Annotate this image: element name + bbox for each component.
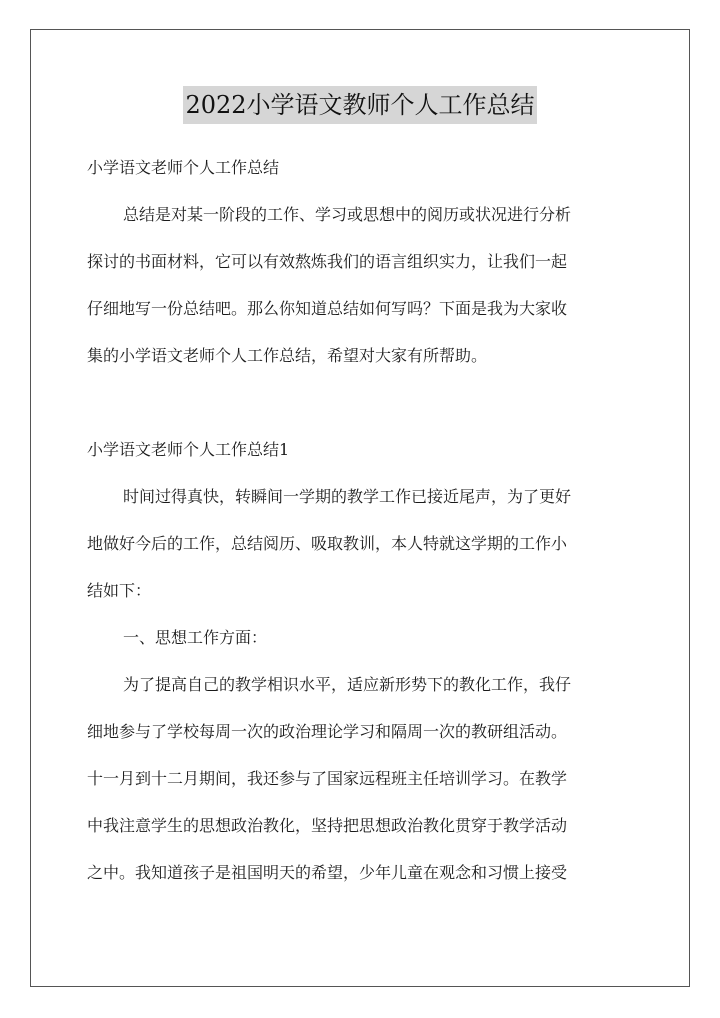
body-line-3: 十一月到十二月期间，我还参与了国家远程班主任培训学习。在教学 (87, 769, 568, 788)
section-1-heading: 小学语文老师个人工作总结1 (87, 440, 290, 459)
body-line-4: 中我注意学生的思想政治教化，坚持把思想政治教化贯穿于教学活动 (87, 816, 568, 835)
section-1-line-2: 地做好今后的工作，总结阅历、吸取教训，本人特就这学期的工作小 (87, 534, 568, 553)
subheading-thought-work: 一、思想工作方面： (123, 628, 268, 647)
section-1-line-1: 时间过得真快，转瞬间一学期的教学工作已接近尾声，为了更好 (123, 487, 572, 506)
section-1-line-3: 结如下： (87, 581, 152, 600)
intro-line-4: 集的小学语文老师个人工作总结，希望对大家有所帮助。 (87, 346, 488, 365)
body-line-5: 之中。我知道孩子是祖国明天的希望，少年儿童在观念和习惯上接受 (87, 863, 568, 882)
intro-line-3: 仔细地写一份总结吧。那么你知道总结如何写吗？下面是我为大家收 (87, 299, 568, 318)
subtitle: 小学语文老师个人工作总结 (87, 158, 280, 177)
body-line-1: 为了提高自己的教学相识水平，适应新形势下的教化工作，我仔 (123, 675, 572, 694)
intro-line-2: 探讨的书面材料，它可以有效熬炼我们的语言组织实力，让我们一起 (87, 252, 568, 271)
body-line-2: 细地参与了学校每周一次的政治理论学习和隔周一次的教研组活动。 (87, 722, 568, 741)
document-title: 2022小学语文教师个人工作总结 (183, 86, 536, 124)
document-title-wrap (0, 86, 720, 124)
intro-line-1: 总结是对某一阶段的工作、学习或思想中的阅历或状况进行分析 (123, 205, 572, 224)
